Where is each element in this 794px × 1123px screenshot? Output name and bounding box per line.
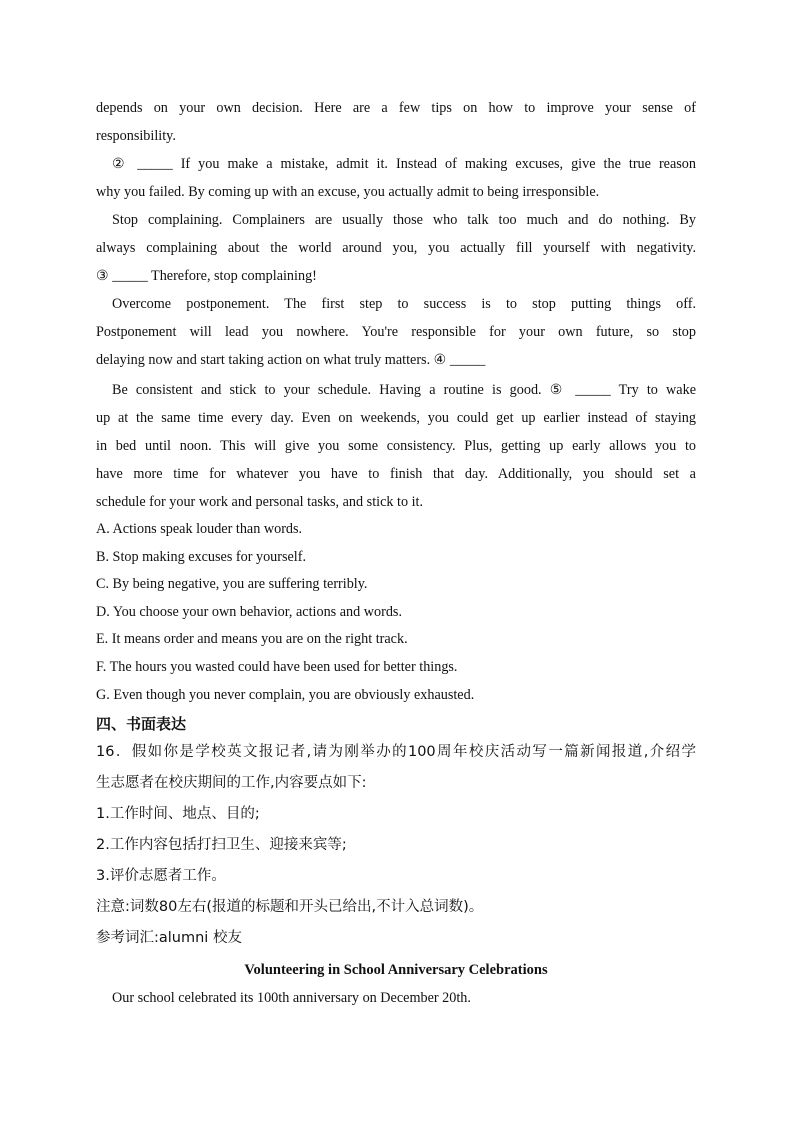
text-line: responsibility.: [96, 128, 176, 144]
option-list: [96, 516, 696, 709]
text-line-blank-3: ③ _____ Therefore, stop complaining!: [96, 268, 317, 284]
text-line: up at the same time every day. Even on weekends, you could get up earlier instead of staying: [96, 410, 696, 426]
point-item: 2.工作内容包括打扫卫生、迎接来宾等;: [96, 837, 347, 854]
paragraph-admit-mistakes: [96, 150, 696, 206]
text-line-blank-2: ② _____ If you make a mistake, admit it. Instead of making excuses, give the true reason: [112, 156, 696, 172]
text-line: why you failed. By coming up with an excuse, you actually admit to being irresponsible.: [96, 184, 600, 200]
text-line: have more time for whatever you have to finish that day. Additionally, you should set a: [96, 466, 696, 482]
prompt-line: 生志愿者在校庆期间的工作,内容要点如下:: [96, 775, 367, 792]
option-a: A. Actions speak louder than words.: [96, 521, 303, 537]
point-item: 1.工作时间、地点、目的;: [96, 806, 260, 823]
text-line: Stop complaining. Complainers are usually those who talk too much and do nothing. By: [112, 212, 696, 228]
document-page: [96, 94, 696, 1012]
option-c: C. By being negative, you are suffering terribly.: [96, 576, 368, 593]
section-heading-writing: 四、书面表达: [96, 715, 187, 734]
option-b: B. Stop making excuses for yourself.: [96, 548, 307, 565]
option-e: E. It means order and means you are on the right track.: [96, 631, 408, 648]
text-line: schedule for your work and personal tasks, and stick to it.: [96, 494, 424, 510]
writing-prompt: [96, 737, 696, 799]
text-line-blank-4: delaying now and start taking action on what truly matters. ④ _____: [96, 352, 486, 368]
prompt-line: 16．假如你是学校英文报记者,请为刚举办的100周年校庆活动写一篇新闻报道,介绍学: [96, 744, 696, 761]
text-line: depends on your own decision. Here are a few tips on how to improve your sense of: [96, 100, 696, 116]
paragraph-postponement: [96, 290, 696, 374]
text-line: always complaining about the world around you, you actually fill yourself with negativity.: [96, 240, 696, 256]
vocab-note: 参考词汇:alumni 校友: [96, 930, 242, 947]
essay-title: Volunteering in School Anniversary Celebrations: [244, 962, 548, 979]
option-d: D. You choose your own behavior, actions and words.: [96, 603, 402, 620]
text-line-blank-5: Be consistent and stick to your schedule. Having a routine is good. ⑤ _____ Try to wake: [112, 382, 696, 398]
paragraph-stop-complaining: [96, 206, 696, 290]
point-item: 3.评价志愿者工作。: [96, 868, 226, 885]
essay-opening: Our school celebrated its 100th anniversary on December 20th.: [112, 990, 471, 1007]
writing-points: [96, 799, 696, 892]
option-f: F. The hours you wasted could have been used for better things.: [96, 658, 458, 675]
text-line: Overcome postponement. The first step to success is to stop putting things off.: [112, 296, 696, 312]
option-g: G. Even though you never complain, you are obviously exhausted.: [96, 686, 475, 703]
paragraph-consistent: [96, 376, 696, 516]
text-line: in bed until noon. This will give you some consistency. Plus, getting up early allows you to: [96, 438, 696, 454]
writing-note: 注意:词数80左右(报道的标题和开头已给出,不计入总词数)。: [96, 899, 484, 916]
text-line: Postponement will lead you nowhere. You're responsible for your own future, so stop: [96, 324, 696, 340]
paragraph-intro: [96, 94, 696, 150]
